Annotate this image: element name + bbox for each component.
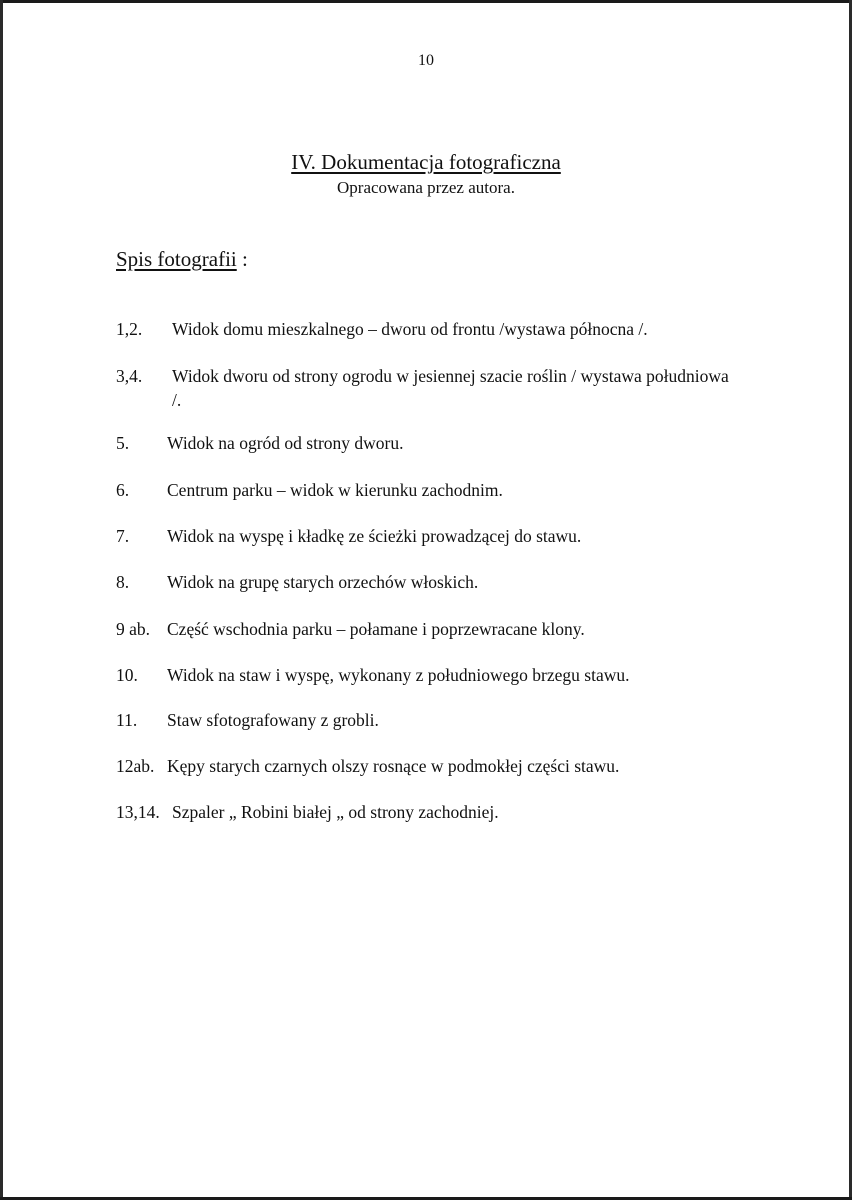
list-item-number: 10. [116, 665, 138, 685]
list-item-number: 1,2. [116, 319, 143, 339]
list-item-number: 3,4. [116, 366, 143, 386]
list-item-number: 9 ab. [116, 619, 151, 639]
list-item [116, 364, 736, 412]
scan-border-top [0, 0, 852, 3]
list-item-number: 12ab. [116, 756, 155, 776]
list-item-number: 11. [116, 710, 138, 730]
section-title: IV. Dokumentacja fotograficzna [291, 150, 561, 174]
list-item-text: Widok na staw i wyspę, wykonany z południowego brzegu stawu. [167, 665, 630, 685]
list-item-text: Szpaler „ Robini białej „ od strony zachodniej. [172, 802, 499, 822]
section-subtitle: Opracowana przez autora. [337, 178, 515, 197]
list-item [116, 478, 736, 502]
list-item-number: 13,14. [116, 802, 160, 822]
list-item-text: Widok na ogród od strony dworu. [167, 433, 404, 453]
list-item [116, 317, 736, 341]
list-item [116, 524, 736, 548]
list-item-text: Kępy starych czarnych olszy rosnące w podmokłej części stawu. [167, 756, 620, 776]
list-item-text: Widok na grupę starych orzechów włoskich. [167, 572, 479, 592]
photo-list-heading-text: Spis fotografii [116, 247, 237, 271]
list-item-number: 8. [116, 572, 130, 592]
list-item-text: Widok dworu od strony ogrodu w jesiennej szacie roślin / wystawa południowa /. [172, 366, 729, 410]
list-item-text: Część wschodnia parku – połamane i poprzewracane klony. [167, 619, 585, 639]
list-item [116, 617, 736, 641]
list-item-number: 6. [116, 480, 130, 500]
list-item-number: 5. [116, 433, 130, 453]
photo-list-heading [116, 247, 248, 272]
list-item [116, 708, 736, 732]
list-item-text: Widok domu mieszkalnego – dworu od frontu /wystawa północna /. [172, 319, 648, 339]
photo-list-heading-colon: : [236, 247, 248, 271]
list-item [116, 570, 736, 594]
list-item [116, 663, 736, 687]
page-number: 10 [418, 52, 434, 69]
list-item-text: Staw sfotografowany z grobli. [167, 710, 379, 730]
list-item-number: 7. [116, 526, 130, 546]
list-item [116, 754, 736, 778]
list-item-text: Widok na wyspę i kładkę ze ścieżki prowadzącej do stawu. [167, 526, 582, 546]
list-item [116, 431, 736, 455]
list-item [116, 800, 736, 824]
list-item-text: Centrum parku – widok w kierunku zachodnim. [167, 480, 503, 500]
